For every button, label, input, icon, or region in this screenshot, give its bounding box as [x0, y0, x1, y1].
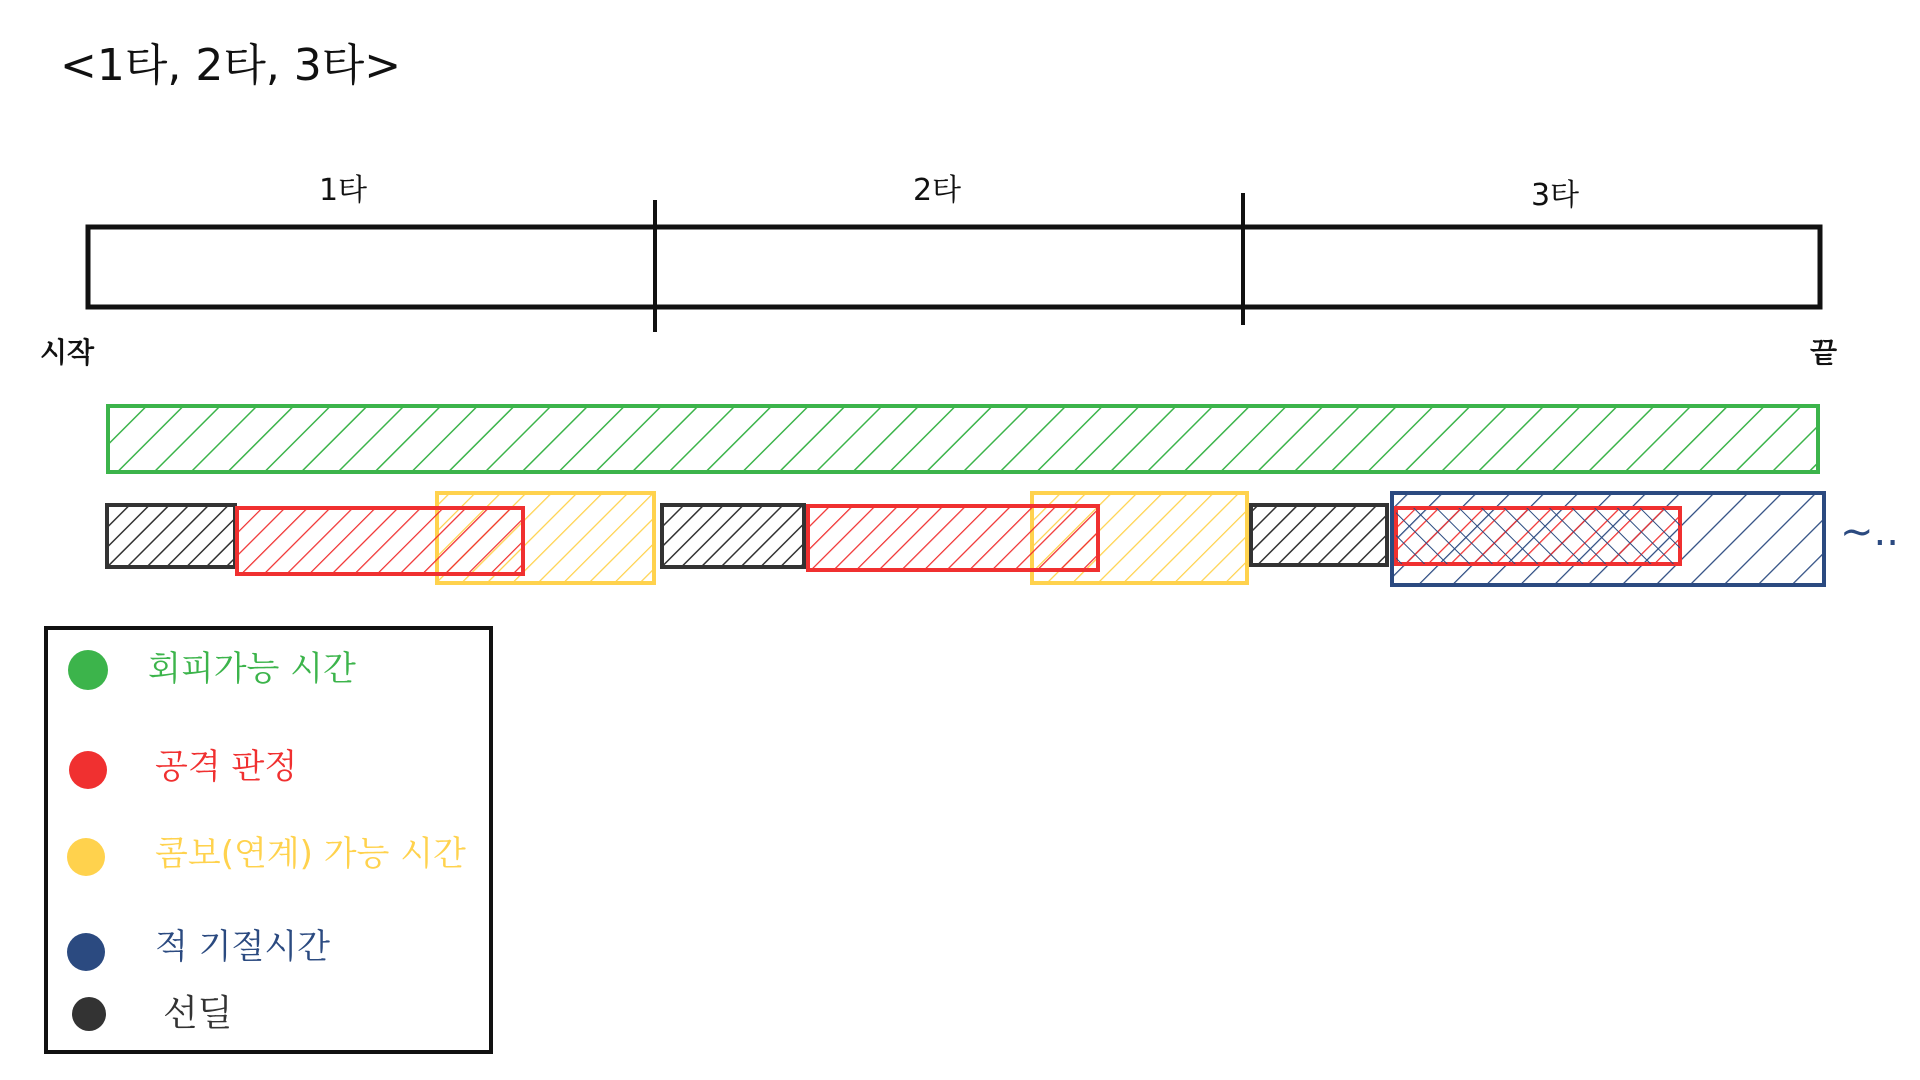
timeline-end-label: 끝 — [1810, 336, 1838, 369]
legend-label-combo: 콤보(연계) 가능 시간 — [155, 834, 466, 874]
diagram-title: <1타, 2타, 3타> — [60, 40, 402, 91]
hit-label-2: 2타 — [912, 173, 962, 208]
hit1-predelay — [107, 505, 235, 567]
legend-label-evade: 회피가능 시간 — [148, 649, 356, 689]
hit-label-3: 3타 — [1530, 178, 1580, 213]
timeline-bar — [88, 193, 1820, 332]
timeline-start-label: 시작 — [40, 336, 95, 369]
legend-label-predelay: 선딜 — [163, 993, 233, 1034]
hit1-segments — [107, 493, 654, 583]
legend-label-attack: 공격 판정 — [155, 747, 298, 787]
hit-label-1: 1타 — [318, 173, 368, 208]
hit2-predelay — [662, 505, 804, 567]
legend-label-stun: 적 기절시간 — [155, 927, 331, 967]
hit3-attack-crosshatch — [1396, 508, 1680, 564]
hit2-attack-hitbox — [808, 506, 1098, 570]
legend-box — [46, 628, 491, 1052]
continuation-mark: ~.. — [1840, 509, 1899, 555]
legend-swatch-combo — [67, 838, 105, 876]
hit3-segments — [1251, 493, 1824, 585]
legend-swatch-evade — [68, 650, 108, 690]
legend-swatch-attack — [69, 751, 107, 789]
hit3-predelay — [1251, 505, 1387, 565]
legend-swatch-predelay — [72, 997, 106, 1031]
hit1-attack-hitbox — [237, 508, 523, 574]
legend-swatch-stun — [67, 933, 105, 971]
hit2-segments — [662, 493, 1247, 583]
evade-window-bar — [108, 406, 1818, 472]
